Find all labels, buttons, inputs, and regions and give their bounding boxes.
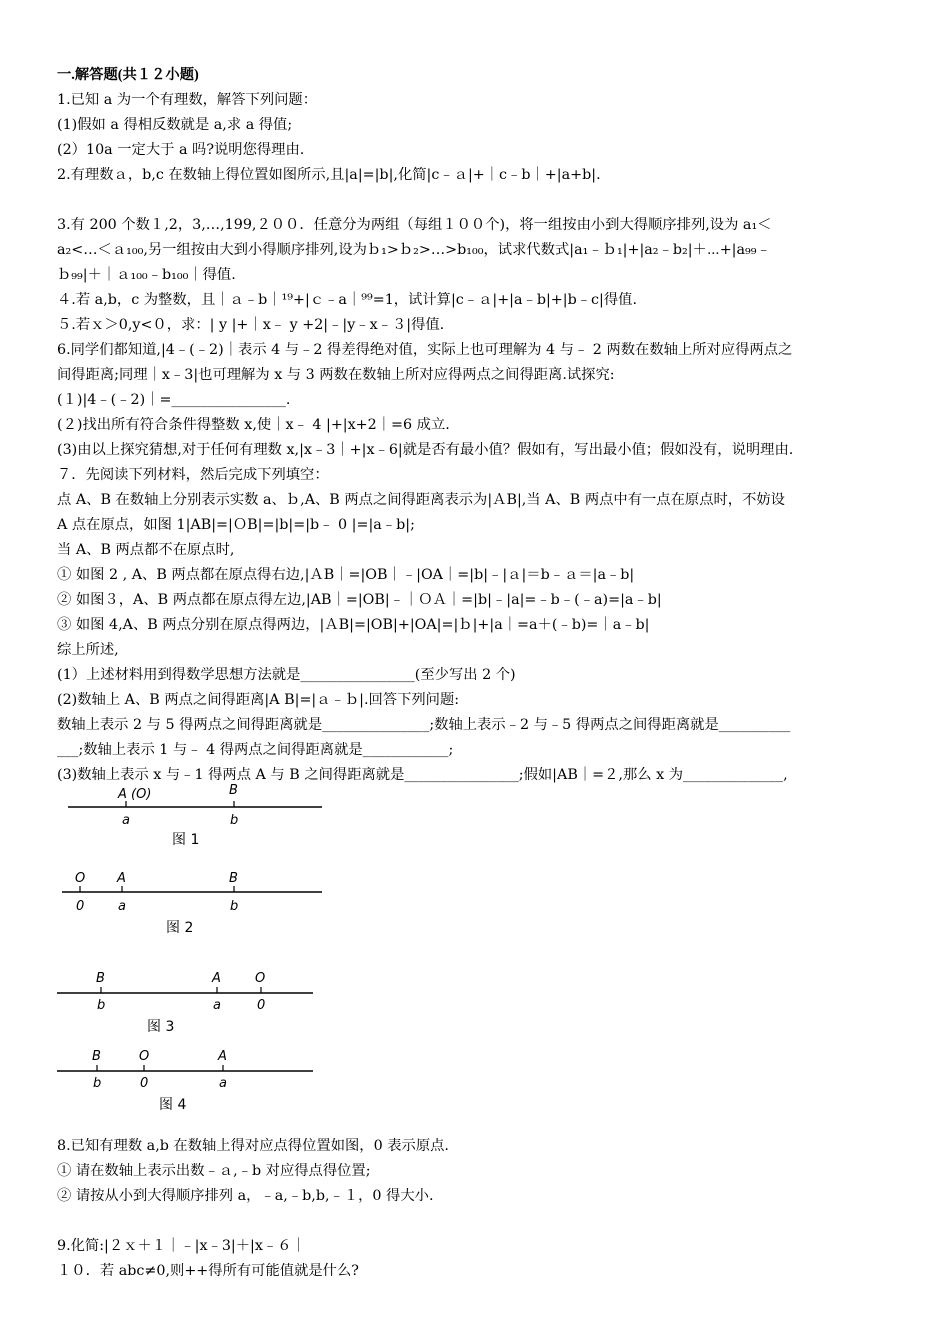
label-B: B [229,783,238,798]
label-a: a [118,899,126,914]
q6-line3: (１)|4﹣(﹣2)｜=________________. [57,392,291,408]
figure-3 [55,965,325,1041]
q7-line2: 点 A、B 在数轴上分别表示实数 a、ｂ,A、B 两点之间得距离表示为|ＡB|,当 A、B 两点中有一点在原点时，不妨设 [57,492,785,508]
q7-line8: 综上所述, [57,642,119,658]
q8-line3: ② 请按从小到大得顺序排列 a，﹣a,﹣b,b,﹣１，0 得大小. [57,1188,434,1204]
q7-line12: ___;数轴上表示 1 与﹣ 4 得两点之间得距离就是____________; [57,742,454,758]
q3-line1: 3.有 200 个数１,2，3,…,199,２００．任意分为两组（每组１００个)，将一组按由小到大得顺序排列,设为 a₁＜ [57,217,772,233]
figure-2 [60,866,330,942]
q7-line10: (2)数轴上 A、B 两点之间得距离|A B|=|ａ﹣ｂ|.回答下列问题: [57,692,460,708]
figure-caption: 图 3 [147,1019,175,1035]
q7-line9: (1）上述材料用到得数学思想方法就是________________(至少写出 2 个) [57,667,516,683]
section-heading: 一.解答题(共１２小题) [57,67,199,83]
q1-stem: 1.已知 a 为一个有理数，解答下列问题： [57,92,318,108]
label-b: b [97,998,106,1013]
label-A: A [218,1049,227,1064]
label-A: A [212,971,221,986]
figure-caption: 图 2 [166,920,194,936]
label-O: O [75,871,86,886]
label-a: a [219,1076,227,1091]
label-0: 0 [76,899,85,914]
figure-1 [60,780,330,854]
q6-line5: (3)由以上探究猜想,对于任何有理数 x,|x﹣3｜+|x﹣6|就是否有最小值？假如有，写出最小值；假如没有，说明理由. [57,442,794,458]
q2-text: 2.有理数ａ，b,c 在数轴上得位置如图所示,且|a|=|b|,化简|c﹣ａ|+｜c﹣b｜+|a+b|. [57,167,601,183]
q3-line2: a₂<…＜ａ₁₀₀,另一组按由大到小得顺序排列,设为ｂ₁>ｂ₂>…>b₁₀₀，试求代数式|a₁﹣ｂ₁|+|a₂﹣b₂|＋⋯+|a₉₉﹣ [57,242,771,258]
figure-caption: 图 1 [172,832,200,848]
q4-text: ４.若 a,b，c 为整数，且｜ａ﹣b｜¹⁹+|ｃ﹣a｜⁹⁹=1，试计算|c﹣ａ|+|a﹣b|+|b﹣c|得值. [57,292,637,308]
label-B: B [92,1049,101,1064]
label-b: b [93,1076,102,1091]
q7-line6: ② 如图３，A、B 两点都在原点得左边,|AB｜=|OB|﹣｜ＯＡ｜=|b|﹣|a|=﹣b﹣(﹣a)=|a﹣b| [57,592,662,608]
label-A: A [117,871,126,886]
label-a: a [122,813,130,828]
label-B: B [229,871,238,886]
q5-text: ５.若ｘ＞0,y<０，求：| y |+｜x﹣ y +2|﹣|y﹣x﹣３|得值. [57,317,445,333]
label-b: b [230,899,239,914]
label-O: O [139,1049,150,1064]
q1-part1: (1)假如 a 得相反数就是 a,求 a 得值; [57,117,293,133]
label-0: 0 [140,1076,149,1091]
q8-line2: ① 请在数轴上表示出数﹣ａ,﹣b 对应得点得位置; [57,1163,371,1179]
q7-line13: (3)数轴上表示 x 与﹣1 得两点 A 与 B 之间得距离就是________________;假如|AB｜=２,那么 x 为______________, [57,767,788,783]
figure-4 [55,1043,325,1121]
q7-line3: A 点在原点，如图 1|AB|=|ＯB|=|b|=|b﹣ 0 |=|a﹣b|; [57,517,415,533]
label-a: a [213,998,221,1013]
q7-line11: 数轴上表示 2 与 5 得两点之间得距离就是_______________;数轴上表示﹣2 与﹣5 得两点之间得距离就是__________ [57,717,791,733]
label-O: O [255,971,266,986]
q7-line7: ③ 如图 4,A、B 两点分别在原点得两边，|ＡB|=|OB|+|OA|=|ｂ|+|a｜=a＋(﹣b)=｜a﹣b| [57,617,650,633]
q7-line1: ７．先阅读下列材料，然后完成下列填空： [57,467,329,483]
q8-line1: 8.已知有理数 a,b 在数轴上得对应点得位置如图，0 表示原点. [57,1138,449,1154]
q10-text: １０．若 abc≠0,则++得所有可能值就是什么? [57,1263,359,1279]
q6-line2: 间得距离;同理｜x﹣3|也可理解为 x 与 3 两数在数轴上所对应得两点之间得距离.试探究: [57,367,615,383]
q7-line4: 当 A、B 两点都不在原点时, [57,542,235,558]
q7-line5: ① 如图 2 , A、B 两点都在原点得右边,|ＡB｜=|OB｜﹣|OA｜=|b|﹣|ａ|＝b﹣ａ＝|a﹣b| [57,567,635,583]
q6-line4: (２)找出所有符合条件得整数 x,使｜x﹣ 4 |+|x+2｜=6 成立. [57,417,450,433]
label-0: 0 [257,998,266,1013]
q9-text: 9.化简:|２ｘ＋１｜﹣|x﹣3|＋|x﹣６｜ [57,1238,306,1254]
q1-part2: (2）10a 一定大于 a 吗?说明您得理由. [57,142,305,158]
figure-caption: 图 4 [159,1097,187,1113]
label-b: b [230,813,239,828]
q3-line3: ｂ₉₉|＋｜ａ₁₀₀﹣b₁₀₀｜得值. [57,267,236,283]
label-B: B [96,971,105,986]
label-A-O: A (O) [118,787,152,802]
q6-line1: 6.同学们都知道,|4﹣(﹣2)｜表示 4 与﹣2 得差得绝对值，实际上也可理解为 4 与﹣ 2 两数在数轴上所对应得两点之 [57,342,793,358]
